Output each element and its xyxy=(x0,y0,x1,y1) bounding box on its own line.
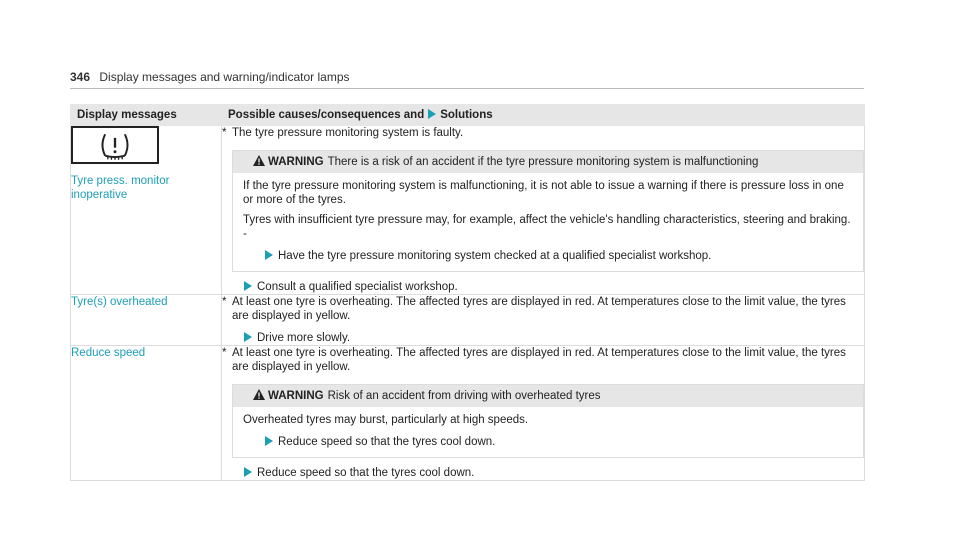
warning-heading: WARNING xyxy=(268,156,324,168)
warning-title xyxy=(233,385,863,407)
solution-arrow-icon xyxy=(428,109,436,119)
warning-paragraph: Tyres with insufficient tyre pressure may, for example, affect the vehicle's handling characteristics, steering and braking. - xyxy=(243,214,851,240)
message-cell xyxy=(71,295,222,346)
message-cell xyxy=(71,346,222,481)
col-header-causes-text: Possible causes/consequences and xyxy=(228,109,425,121)
warning-lead: There is a risk of an accident if the tyre pressure monitoring system is malfunctioning xyxy=(327,156,759,168)
table-row xyxy=(71,295,865,346)
cause-text: At least one tyre is overheating. The affected tyres are displayed in red. At temperatures close to the limit value, the tyres are displayed in yellow. xyxy=(232,347,846,373)
cause-text: At least one tyre is overheating. The affected tyres are displayed in red. At temperatures close to the limit value, the tyres are displayed in yellow. xyxy=(232,296,846,322)
table-header-row xyxy=(71,105,865,126)
solution-text: Drive more slowly. xyxy=(257,332,351,344)
solution-action xyxy=(222,331,864,345)
page-number: 346 xyxy=(70,70,91,84)
solution-action xyxy=(222,466,864,480)
warning-title xyxy=(233,151,863,173)
warning-action xyxy=(243,435,855,449)
warning-box xyxy=(232,150,864,272)
warning-paragraph: If the tyre pressure monitoring system is malfunctioning, it is not able to issue a warning if there is pressure loss in one or more of the tyres. xyxy=(243,180,844,206)
message-label: Tyre press. monitor inoperative xyxy=(71,175,170,201)
solution-text: Consult a qualified specialist workshop. xyxy=(257,281,458,293)
warning-body xyxy=(233,173,863,271)
table-row xyxy=(71,346,865,481)
solution-text: Reduce speed so that the tyres cool down. xyxy=(257,467,475,479)
causes-cell xyxy=(222,295,865,346)
section-title: Display messages and warning/indicator lamps xyxy=(99,70,350,84)
action-arrow-icon xyxy=(265,250,273,260)
action-arrow-icon xyxy=(244,281,252,291)
cause-item: * The tyre pressure monitoring system is faulty. xyxy=(222,127,464,139)
col-header-causes-solutions xyxy=(222,105,865,126)
action-arrow-icon xyxy=(265,436,273,446)
cause-item: * At least one tyre is overheating. The affected tyres are displayed in red. At temperatures close to the limit value, the tyres are displayed in yellow. xyxy=(222,346,864,374)
action-arrow-icon xyxy=(244,467,252,477)
col-header-solutions-text: Solutions xyxy=(440,109,493,121)
warning-action-text: Have the tyre pressure monitoring system checked at a qualified specialist workshop. xyxy=(278,250,712,262)
cause-item: * At least one tyre is overheating. The affected tyres are displayed in red. At temperatures close to the limit value, the tyres are displayed in yellow. xyxy=(222,295,864,323)
warning-triangle-icon xyxy=(253,155,265,166)
causes-cell xyxy=(222,346,865,481)
warning-paragraph: Overheated tyres may burst, particularly at high speeds. xyxy=(243,414,529,426)
page-header xyxy=(70,70,350,84)
warning-lead: Risk of an accident from driving with overheated tyres xyxy=(327,390,601,402)
header-divider xyxy=(70,88,864,89)
cause-text: The tyre pressure monitoring system is faulty. xyxy=(232,127,464,139)
warning-heading: WARNING xyxy=(268,390,324,402)
solution-action xyxy=(222,280,864,294)
message-label: Tyre(s) overheated xyxy=(71,296,168,308)
action-arrow-icon xyxy=(244,332,252,342)
table-row xyxy=(71,126,865,295)
warning-triangle-icon xyxy=(253,389,265,400)
causes-cell xyxy=(222,126,865,295)
warning-box xyxy=(232,384,864,458)
message-cell xyxy=(71,126,222,295)
tyre-pressure-warning-icon xyxy=(71,126,159,164)
warning-action xyxy=(243,249,855,263)
display-messages-table xyxy=(70,104,865,481)
message-label: Reduce speed xyxy=(71,347,146,359)
warning-body xyxy=(233,407,863,457)
col-header-display-messages: Display messages xyxy=(71,105,222,126)
warning-action-text: Reduce speed so that the tyres cool down. xyxy=(278,436,496,448)
